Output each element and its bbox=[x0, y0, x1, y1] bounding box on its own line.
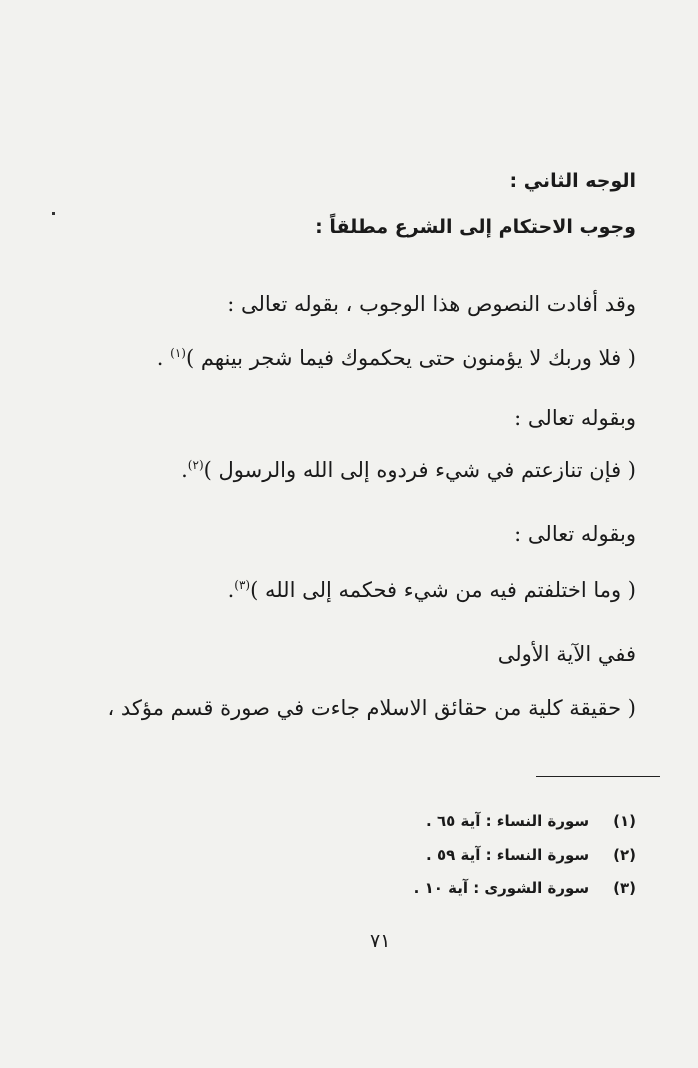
quran-verse-line: ( وما اختلفتم فيه من شيء فحكمه إلى الله )$^{(٣)}$. bbox=[227, 578, 636, 602]
section-subheading: وجوب الاحتكام إلى الشرع مطلقاً : bbox=[315, 216, 636, 238]
footnote-ref: (٢) bbox=[187, 458, 204, 472]
footnote-ref: (٣) bbox=[234, 578, 251, 592]
quran-verse-line: ( فلا وربك لا يؤمنون حتى يحكموك فيما شجر بينهم )$^{(١)}$ . bbox=[156, 346, 636, 370]
paragraph-line: وقد أفادت النصوص هذا الوجوب ، بقوله تعالى : bbox=[227, 292, 636, 316]
paragraph-line: وبقوله تعالى : bbox=[514, 522, 636, 546]
footnote: (٢) سورة النساء : آية ٥٩ . bbox=[426, 846, 636, 864]
footnote-ref: (١) bbox=[170, 346, 186, 360]
paragraph-line: ( حقيقة كلية من حقائق الاسلام جاءت في صورة قسم مؤكد ، bbox=[107, 696, 636, 720]
paragraph-line: وبقوله تعالى : bbox=[514, 406, 636, 430]
paragraph-line: ففي الآية الأولى bbox=[497, 642, 636, 666]
quran-verse-line: ( فإن تنازعتم في شيء فردوه إلى الله والرسول )$^{(٢)}$. bbox=[181, 458, 636, 482]
footnote: (١) سورة النساء : آية ٦٥ . bbox=[426, 812, 636, 830]
footnote: (٣) سورة الشورى : آية ١٠ . bbox=[413, 879, 636, 897]
scan-mark bbox=[52, 212, 55, 215]
footnote-divider bbox=[536, 776, 660, 777]
page-number: ٧١ bbox=[370, 930, 391, 952]
section-heading: الوجه الثاني : bbox=[509, 170, 636, 192]
